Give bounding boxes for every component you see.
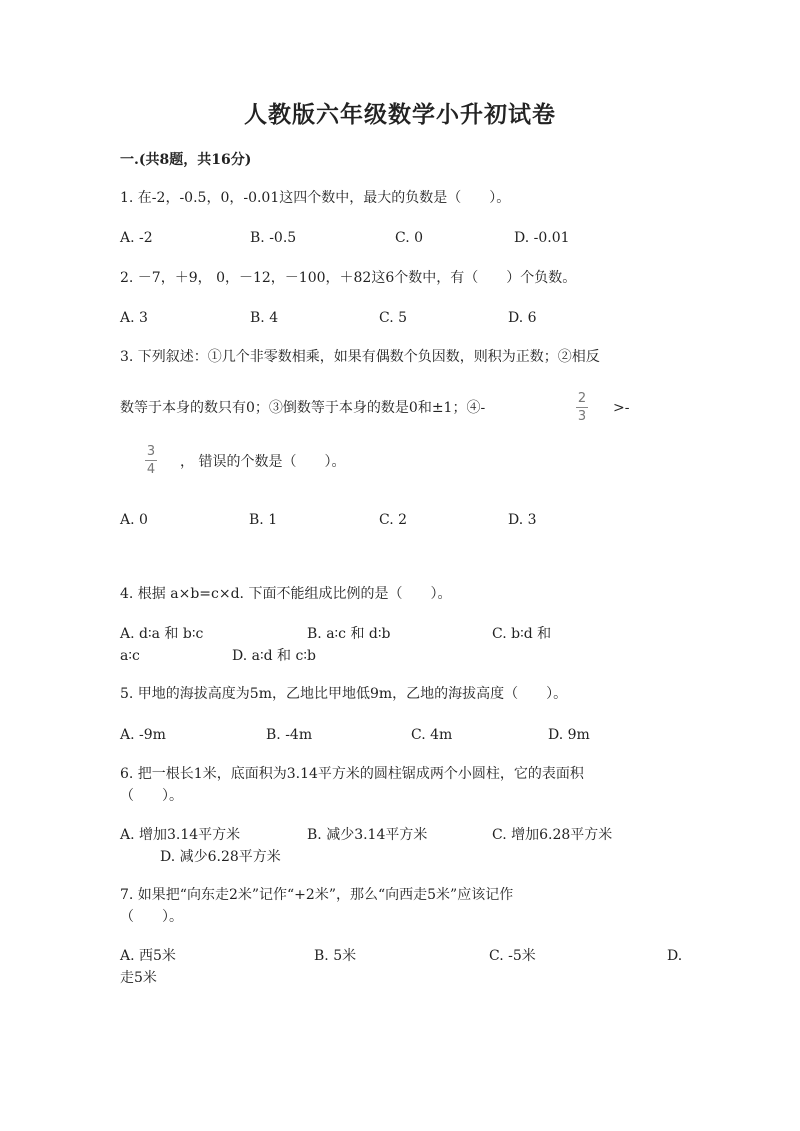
question-5-option-d: D. 9m bbox=[548, 727, 590, 743]
question-7-option-c: C. -5米 bbox=[489, 948, 536, 964]
question-3-line-3: ， 错误的个数是（ ）。 bbox=[180, 454, 346, 470]
question-3-line-1: 3. 下列叙述：①几个非零数相乘，如果有偶数个负因数，则积为正数；②相反 bbox=[120, 349, 600, 365]
fraction-denominator: 4 bbox=[146, 462, 156, 477]
fraction-two-thirds bbox=[574, 391, 590, 424]
question-2-option-d: D. 6 bbox=[508, 310, 537, 326]
question-6-option-c: C. 增加6.28平方米 bbox=[492, 827, 613, 843]
question-1-option-a: A. -2 bbox=[120, 230, 153, 246]
question-3-option-c: C. 2 bbox=[379, 512, 408, 528]
question-6-option-b: B. 减少3.14平方米 bbox=[307, 827, 428, 843]
question-4-option-d: D. a∶d 和 c∶b bbox=[232, 648, 316, 664]
question-1-option-d: D. -0.01 bbox=[514, 230, 570, 246]
question-6-stem-cont: （ ）。 bbox=[120, 788, 183, 804]
question-1-option-c: C. 0 bbox=[395, 230, 424, 246]
question-6-option-a: A. 增加3.14平方米 bbox=[120, 827, 241, 843]
question-5-option-a: A. -9m bbox=[120, 727, 166, 743]
question-1-stem: 1. 在-2，-0.5，0，-0.01这四个数中，最大的负数是（ ）。 bbox=[120, 190, 511, 206]
question-7-option-a: A. 西5米 bbox=[120, 948, 176, 964]
question-3-option-a: A. 0 bbox=[120, 512, 148, 528]
fraction-numerator: 2 bbox=[577, 391, 587, 406]
question-6-stem: 6. 把一根长1米，底面积为3.14平方米的圆柱锯成两个小圆柱，它的表面积 bbox=[120, 766, 584, 782]
question-2-option-b: B. 4 bbox=[250, 310, 279, 326]
question-5-option-c: C. 4m bbox=[411, 727, 453, 743]
question-4-option-c: C. b∶d 和 bbox=[492, 626, 552, 642]
question-5-stem: 5. 甲地的海拔高度为5m，乙地比甲地低9m，乙地的海拔高度（ ）。 bbox=[120, 686, 568, 702]
question-5-option-b: B. -4m bbox=[266, 727, 313, 743]
question-4-option-b: B. a∶c 和 d∶b bbox=[307, 626, 391, 642]
exam-title: 人教版六年级数学小升初试卷 bbox=[244, 101, 556, 128]
question-3-option-b: B. 1 bbox=[249, 512, 278, 528]
question-4-stem: 4. 根据 a×b=c×d. 下面不能组成比例的是（ ）。 bbox=[120, 586, 452, 602]
question-7-option-b: B. 5米 bbox=[314, 948, 357, 964]
question-4-option-a: A. d∶a 和 b∶c bbox=[120, 626, 204, 642]
question-7-option-d: D. bbox=[667, 948, 683, 964]
fraction-three-quarters bbox=[143, 444, 159, 477]
question-7-stem: 7. 如果把“向东走2米”记作“+2米”，那么“向西走5米”应该记作 bbox=[120, 887, 514, 903]
question-7-option-d-cont: 走5米 bbox=[120, 970, 157, 986]
question-3-greater-than: >- bbox=[613, 400, 630, 416]
question-7-stem-cont: （ ）。 bbox=[120, 909, 183, 925]
fraction-bar bbox=[145, 460, 157, 461]
question-2-option-c: C. 5 bbox=[379, 310, 408, 326]
question-2-option-a: A. 3 bbox=[120, 310, 148, 326]
fraction-bar bbox=[576, 407, 588, 408]
question-2-stem: 2. －7，＋9， 0，－12，－100，＋82这6个数中，有（ ）个负数。 bbox=[120, 270, 577, 286]
section-heading: 一.(共8题，共16分) bbox=[120, 152, 252, 168]
question-1-option-b: B. -0.5 bbox=[250, 230, 297, 246]
fraction-numerator: 3 bbox=[146, 444, 156, 459]
question-4-option-c-cont: a∶c bbox=[120, 648, 140, 664]
fraction-denominator: 3 bbox=[577, 409, 587, 424]
question-3-option-d: D. 3 bbox=[508, 512, 537, 528]
question-3-line-2: 数等于本身的数只有0；③倒数等于本身的数是0和±1；④- bbox=[120, 400, 486, 416]
question-6-option-d: D. 减少6.28平方米 bbox=[160, 849, 281, 865]
